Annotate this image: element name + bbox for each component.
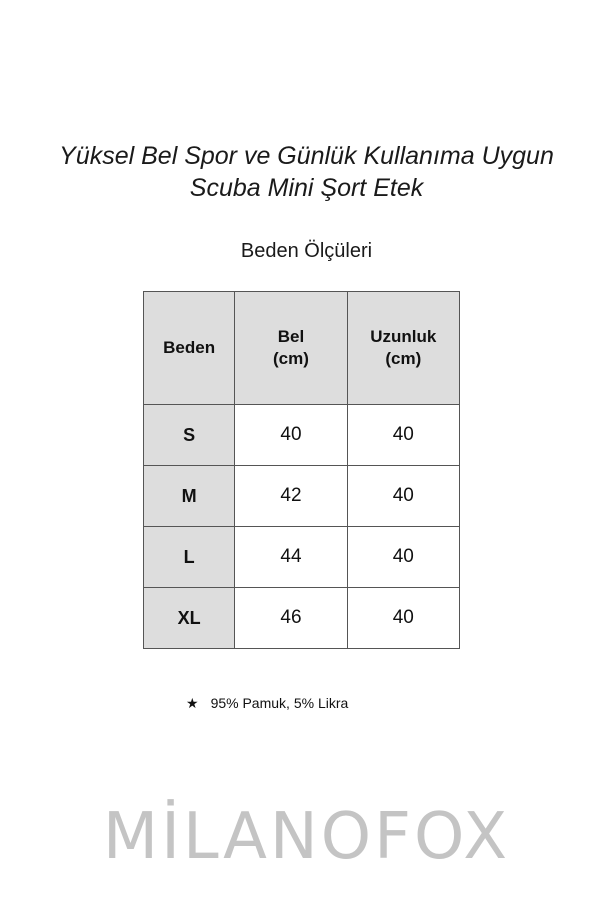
table-row — [144, 405, 460, 466]
waist-cell: 40 — [235, 405, 347, 466]
product-title — [0, 140, 613, 204]
length-cell: 40 — [347, 588, 459, 649]
header-length: Uzunluk (cm) — [347, 292, 459, 405]
length-cell: 40 — [347, 527, 459, 588]
length-cell: 40 — [347, 466, 459, 527]
table-row — [144, 466, 460, 527]
table-header-row — [144, 292, 460, 405]
waist-cell: 46 — [235, 588, 347, 649]
fabric-composition: 95% Pamuk, 5% Likra — [210, 695, 349, 711]
size-cell: M — [144, 466, 235, 527]
product-title-line-2: Scuba Mini Şort Etek — [189, 174, 424, 202]
size-table — [143, 291, 460, 649]
star-icon: ★ — [186, 695, 199, 711]
brand-logo: MİLANOFOX — [102, 800, 511, 874]
fabric-note — [186, 695, 348, 711]
size-cell: L — [144, 527, 235, 588]
product-title-line-1: Yüksel Bel Spor ve Günlük Kullanıma Uygun — [59, 142, 554, 170]
size-cell: S — [144, 405, 235, 466]
table-row — [144, 588, 460, 649]
header-size: Beden — [144, 292, 235, 405]
table-row — [144, 527, 460, 588]
waist-cell: 44 — [235, 527, 347, 588]
size-chart-heading: Beden Ölçüleri — [240, 240, 373, 262]
length-cell: 40 — [347, 405, 459, 466]
waist-cell: 42 — [235, 466, 347, 527]
size-cell: XL — [144, 588, 235, 649]
header-waist: Bel (cm) — [235, 292, 347, 405]
